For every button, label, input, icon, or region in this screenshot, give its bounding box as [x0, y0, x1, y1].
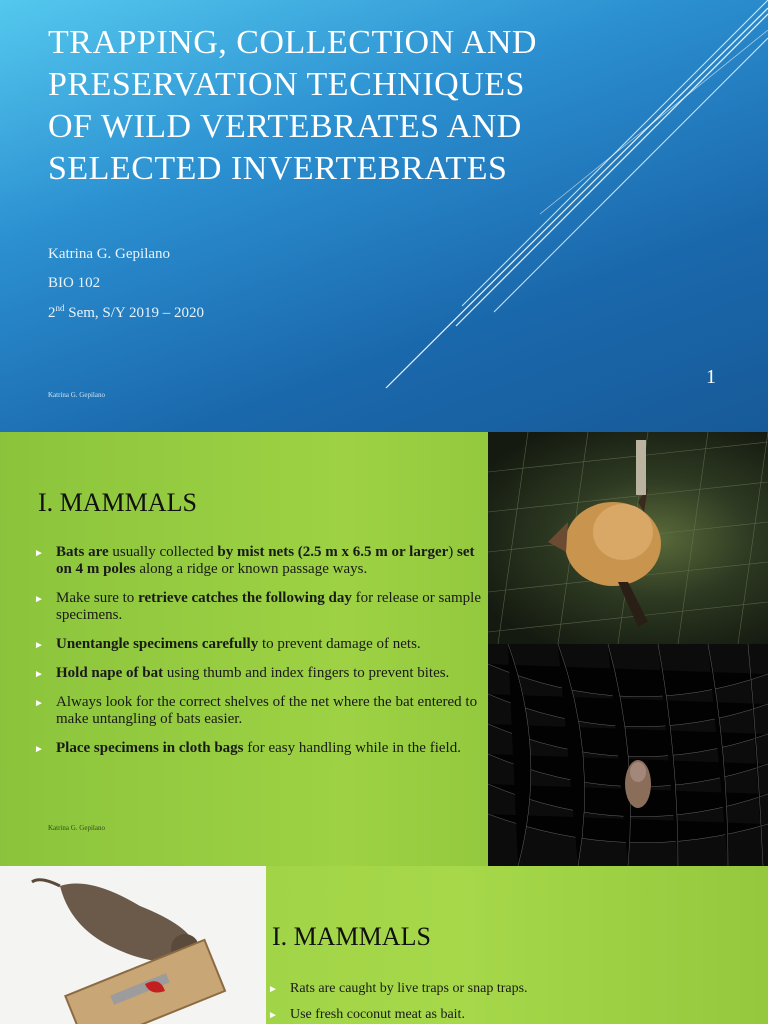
bullet-item [268, 1006, 748, 1023]
bullet-text: set on 4 m poles [56, 544, 475, 577]
bullet-text: for easy handling while in the field. [243, 740, 461, 756]
triangle-right-icon: ► [268, 1010, 278, 1021]
bullet-text: Always look for the correct shelves of the net where the bat entered to make untangling of bats easier. [56, 694, 478, 727]
bullet-list [34, 544, 482, 769]
diagonal-line [540, 30, 768, 214]
author-name: Katrina G. Gepilano [48, 246, 171, 262]
triangle-right-icon: ► [268, 984, 278, 995]
bullet-text: by mist nets (2.5 m x 6.5 m or larger [217, 544, 449, 560]
mammals-rats-slide [0, 866, 768, 1024]
semester-ordinal: 2 [48, 305, 56, 321]
triangle-right-icon: ► [34, 669, 44, 680]
bullet-text: Rats are caught by live traps or snap traps. [290, 981, 528, 996]
bullet-text: along a ridge or known passage ways. [135, 561, 368, 577]
bat-in-net-photo [488, 432, 768, 644]
bullet-text: retrieve catches the following day [138, 590, 352, 606]
title-slide [0, 0, 768, 432]
semester-rest: Sem, S/Y 2019 – 2020 [64, 305, 204, 321]
bullet-text: Make sure to [56, 590, 139, 606]
slide-footer: Katrina G. Gepilano [48, 391, 105, 399]
net-illustration [488, 644, 768, 866]
triangle-right-icon: ► [34, 744, 44, 755]
mammals-bats-slide [0, 432, 768, 866]
rat-in-snap-trap-photo [0, 866, 266, 1024]
slide-footer: Katrina G. Gepilano [48, 824, 105, 832]
course-code: BIO 102 [48, 275, 101, 291]
bullet-text: Bats are [56, 544, 109, 560]
bullet-text: for release or sample specimens. [56, 590, 482, 623]
presentation-title: TRAPPING, COLLECTION AND PRESERVATION TECHNIQUES OF WILD VERTEBRATES AND SELECTED INVERTEBRATES [48, 24, 537, 187]
bullet-text: Place specimens in cloth bags [56, 740, 244, 756]
bullet-item [34, 740, 482, 757]
bullet-text: using thumb and index fingers to prevent bites. [163, 665, 450, 681]
bullet-item [268, 980, 748, 997]
bullet-item [34, 636, 482, 653]
page-number: 1 [706, 366, 716, 388]
semester-suffix: nd [55, 303, 65, 313]
triangle-right-icon: ► [34, 548, 44, 559]
bullet-text: Hold nape of bat [56, 665, 164, 681]
bullet-text: ) [448, 544, 458, 560]
bat-illustration [488, 432, 768, 644]
bullet-text: to prevent damage of nets. [258, 636, 421, 652]
triangle-right-icon: ► [34, 698, 44, 709]
triangle-right-icon: ► [34, 640, 44, 651]
bullet-list [268, 980, 748, 1024]
bullet-item [34, 590, 482, 624]
bullet-text: Use fresh coconut meat as bait. [290, 1007, 465, 1022]
semester-line [48, 303, 204, 322]
bullet-item [34, 665, 482, 682]
triangle-right-icon: ► [34, 594, 44, 605]
slide-heading: I. MAMMALS [272, 922, 431, 951]
bullet-text: Unentangle specimens carefully [56, 636, 259, 652]
bullet-item [34, 544, 482, 578]
slide-heading: I. MAMMALS [38, 488, 197, 517]
rat-trap-illustration [0, 866, 266, 1024]
bat-tangled-net-photo [488, 644, 768, 866]
bullet-item [34, 694, 482, 728]
bullet-text: usually collected [108, 544, 218, 560]
